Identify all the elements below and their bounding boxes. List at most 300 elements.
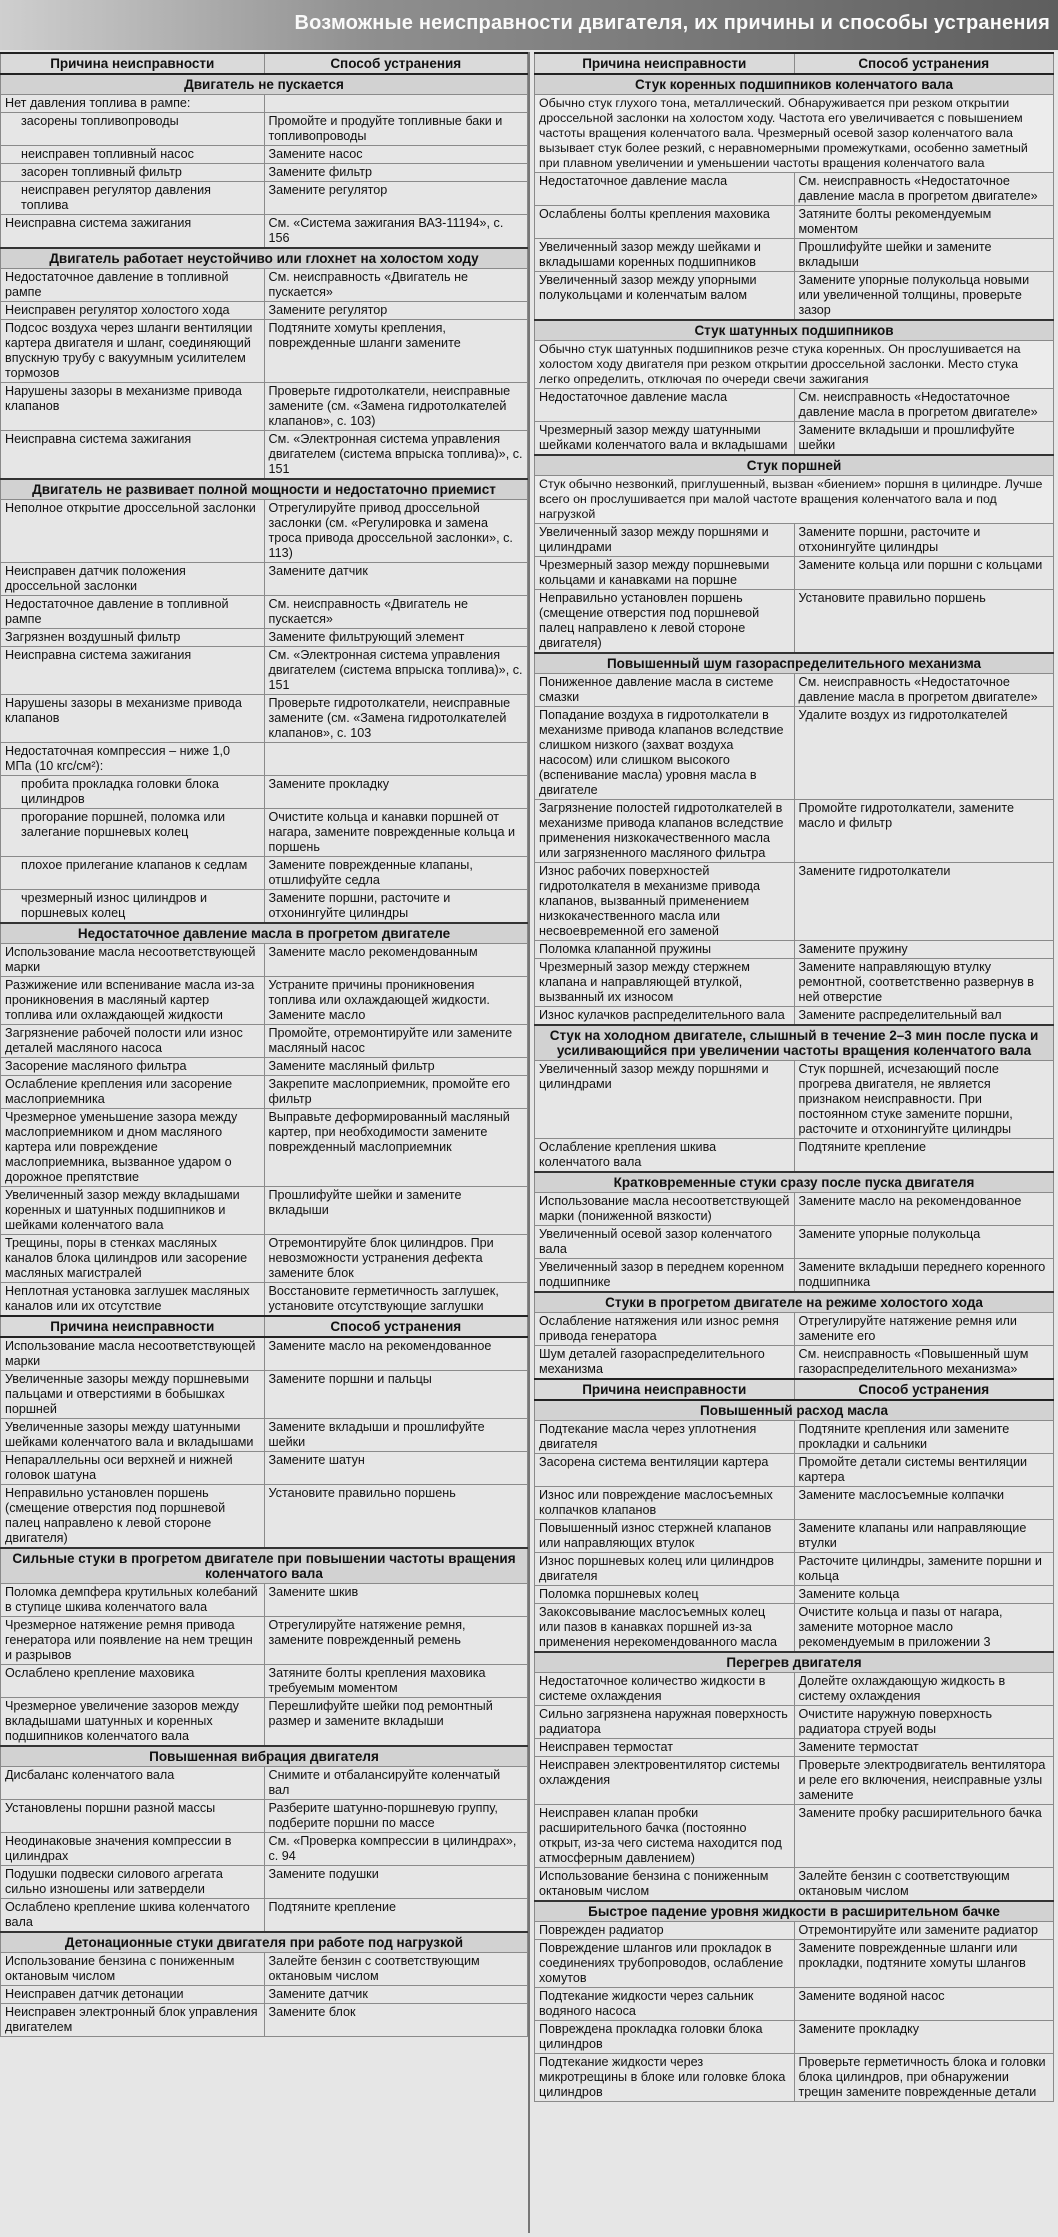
fault-cause: Неисправен регулятор холостого хода	[1, 302, 265, 320]
fault-remedy: Подтяните крепление	[264, 1899, 528, 1933]
fault-row	[535, 557, 1054, 590]
fault-remedy: Замените регулятор	[264, 182, 528, 215]
fault-cause: Шум деталей газораспределительного механизма	[535, 1346, 795, 1380]
fault-cause: Попадание воздуха в гидротолкатели в механизме привода клапанов вследствие слишком низкого (захват воздуха насосом) или слишком высокого (вспенивание масла) уровня масла в двигателе	[535, 707, 795, 800]
page-title: Возможные неисправности двигателя, их причины и способы устранения	[294, 12, 1050, 34]
fault-cause: Увеличенные зазоры между шатунными шейками коленчатого вала и вкладышами	[1, 1419, 265, 1452]
fault-remedy: Замените фильтрующий элемент	[264, 629, 528, 647]
fault-row	[535, 1868, 1054, 1902]
fault-row	[1, 1058, 528, 1076]
fault-cause: Засорена система вентиляции картера	[535, 1454, 795, 1487]
fault-remedy: Промойте детали системы вентиляции картера	[794, 1454, 1054, 1487]
fault-cause: Загрязнение рабочей полости или износ деталей масляного насоса	[1, 1025, 265, 1058]
fault-row	[1, 1187, 528, 1235]
right-column	[534, 52, 1054, 2233]
fault-cause: Повышенный износ стержней клапанов или направляющих втулок	[535, 1520, 795, 1553]
fault-cause: Дисбаланс коленчатого вала	[1, 1767, 265, 1800]
fault-cause: Износ или повреждение маслосъемных колпачков клапанов	[535, 1487, 795, 1520]
section-title: Повышенный расход масла	[535, 1400, 1054, 1421]
fault-cause: Закоксовывание маслосъемных колец или пазов в канавках поршней из-за применения нерекомендованного масла	[535, 1604, 795, 1653]
fault-cause: Использование бензина с пониженным октановым числом	[1, 1953, 265, 1986]
section-row	[1, 1746, 528, 1767]
fault-cause: Использование бензина с пониженным октановым числом	[535, 1868, 795, 1902]
fault-remedy: Прошлифуйте шейки и замените вкладыши	[794, 239, 1054, 272]
fault-cause: Неодинаковые значения компрессии в цилиндрах	[1, 1833, 265, 1866]
column-header-remedy: Способ устранения	[794, 1379, 1054, 1400]
fault-row	[535, 1706, 1054, 1739]
section-title: Двигатель работает неустойчиво или глохнет на холостом ходу	[1, 248, 528, 269]
section-title: Двигатель не пускается	[1, 74, 528, 95]
fault-cause: Пониженное давление масла в системе смазки	[535, 674, 795, 707]
column-header-row	[1, 1316, 528, 1337]
fault-cause: Недостаточное давление в топливной рампе	[1, 596, 265, 629]
fault-row	[535, 2021, 1054, 2054]
fault-remedy: Замените прокладку	[794, 2021, 1054, 2054]
column-header-remedy: Способ устранения	[264, 1316, 528, 1337]
fault-remedy: Проверьте гидротолкатели, неисправные замените (см. «Замена гидротолкателей клапанов», с. 103	[264, 695, 528, 743]
fault-remedy: Замените масло на рекомендованное	[794, 1193, 1054, 1226]
section-title: Стук поршней	[535, 455, 1054, 476]
column-header-remedy: Способ устранения	[794, 53, 1054, 74]
section-title: Стук шатунных подшипников	[535, 320, 1054, 341]
section-title: Сильные стуки в прогретом двигателе при повышении частоты вращения коленчатого вала	[1, 1548, 528, 1584]
fault-cause: Непараллельны оси верхней и нижней головок шатуна	[1, 1452, 265, 1485]
fault-cause: Увеличенный зазор между шейками и вкладышами коренных подшипников	[535, 239, 795, 272]
fault-row	[1, 1866, 528, 1899]
fault-row	[1, 1800, 528, 1833]
fault-cause: Подсос воздуха через шланги вентиляции картера двигателя и шланг, соединяющий впускную трубу с вакуумным усилителем тормозов	[1, 320, 265, 383]
fault-row	[535, 707, 1054, 800]
fault-remedy: Замените прокладку	[264, 776, 528, 809]
fault-row	[535, 1346, 1054, 1380]
fault-row	[535, 272, 1054, 321]
fault-cause: Неисправен электронный блок управления двигателем	[1, 2004, 265, 2037]
fault-remedy: Закрепите маслоприемник, промойте его фильтр	[264, 1076, 528, 1109]
fault-cause: Недостаточное количество жидкости в системе охлаждения	[535, 1673, 795, 1706]
fault-cause: Ослаблено крепление маховика	[1, 1665, 265, 1698]
fault-cause: Повреждение шлангов или прокладок в соединениях трубопроводов, ослабление хомутов	[535, 1940, 795, 1988]
fault-remedy: Промойте и продуйте топливные баки и топливопроводы	[264, 113, 528, 146]
fault-cause: Увеличенный зазор между вкладышами коренных и шатунных подшипников и шейками коленчатого вала	[1, 1187, 265, 1235]
fault-row	[535, 1586, 1054, 1604]
fault-row	[1, 1899, 528, 1933]
fault-row	[535, 1520, 1054, 1553]
fault-remedy: Отрегулируйте натяжение ремня или замените его	[794, 1313, 1054, 1346]
fault-cause: Недостаточное давление в топливной рампе	[1, 269, 265, 302]
fault-row	[535, 173, 1054, 206]
column-header-row	[535, 1379, 1054, 1400]
fault-row	[535, 2054, 1054, 2102]
fault-cause: Использование масла несоответствующей марки (пониженной вязкости)	[535, 1193, 795, 1226]
fault-row	[1, 890, 528, 924]
fault-remedy: Замените кольца или поршни с кольцами	[794, 557, 1054, 590]
fault-remedy: Замените блок	[264, 2004, 528, 2037]
fault-row	[1, 944, 528, 977]
section-title: Перегрев двигателя	[535, 1652, 1054, 1673]
section-row	[535, 1172, 1054, 1193]
fault-cause: Увеличенный осевой зазор коленчатого вала	[535, 1226, 795, 1259]
fault-remedy: Подтяните хомуты крепления, поврежденные шланги замените	[264, 320, 528, 383]
section-description: Стук обычно незвонкий, приглушенный, вызван «биением» поршня в цилиндре. Лучше всего он прослушивается при малой частоте вращения коленчатого вала и под нагрузкой	[535, 476, 1054, 524]
fault-cause: Неправильно установлен поршень (смещение отверстия под поршневой палец направлено к левой стороне двигателя)	[1, 1485, 265, 1549]
fault-remedy: Прошлифуйте шейки и замените вкладыши	[264, 1187, 528, 1235]
section-row	[535, 1292, 1054, 1313]
description-row	[535, 341, 1054, 389]
section-row	[1, 1548, 528, 1584]
fault-row	[535, 239, 1054, 272]
group-empty-cell	[264, 743, 528, 776]
fault-cause: Использование масла несоответствующей марки	[1, 944, 265, 977]
section-title: Стук коренных подшипников коленчатого вала	[535, 74, 1054, 95]
fault-remedy: Замените водяной насос	[794, 1988, 1054, 2021]
fault-cause: Неисправен термостат	[535, 1739, 795, 1757]
fault-row	[535, 863, 1054, 941]
fault-cause: Недостаточное давление масла	[535, 173, 795, 206]
fault-remedy: Замените клапаны или направляющие втулки	[794, 1520, 1054, 1553]
section-description: Обычно стук шатунных подшипников резче стука коренных. Он прослушивается на холостом ходу двигателя при резком открытии дроссельной заслонки. Место стука легко определить, отключая по очереди свечи зажигания	[535, 341, 1054, 389]
fault-row	[535, 1673, 1054, 1706]
fault-row	[1, 1665, 528, 1698]
fault-remedy: Замените поршни и пальцы	[264, 1371, 528, 1419]
fault-remedy: Проверьте гидротолкатели, неисправные замените (см. «Замена гидротолкателей клапанов», с. 103)	[264, 383, 528, 431]
fault-cause: Ослабление крепления шкива коленчатого вала	[535, 1139, 795, 1173]
fault-row	[535, 1139, 1054, 1173]
fault-remedy: Замените датчик	[264, 1986, 528, 2004]
title-banner	[0, 0, 1058, 50]
fault-cause: Ослабление крепления или засорение маслоприемника	[1, 1076, 265, 1109]
fault-cause: Поломка поршневых колец	[535, 1586, 795, 1604]
fault-cause: Подтекание масла через уплотнения двигателя	[535, 1421, 795, 1454]
fault-remedy: Замените пружину	[794, 941, 1054, 959]
fault-cause: чрезмерный износ цилиндров и поршневых колец	[1, 890, 265, 924]
fault-row	[535, 1940, 1054, 1988]
fault-cause: Неправильно установлен поршень (смещение отверстия под поршневой палец направлено к левой стороне двигателя)	[535, 590, 795, 654]
section-title: Стуки в прогретом двигателе на режиме холостого хода	[535, 1292, 1054, 1313]
fault-remedy: Удалите воздух из гидротолкателей	[794, 707, 1054, 800]
fault-remedy: Замените насос	[264, 146, 528, 164]
fault-row	[1, 1953, 528, 1986]
fault-cause: Ослаблено крепление шкива коленчатого вала	[1, 1899, 265, 1933]
fault-cause: Неисправен датчик положения дроссельной заслонки	[1, 563, 265, 596]
group-label: Нет давления топлива в рампе:	[1, 95, 265, 113]
fault-cause: неисправен топливный насос	[1, 146, 265, 164]
fault-row	[535, 674, 1054, 707]
fault-remedy: Перешлифуйте шейки под ремонтный размер и замените вкладыши	[264, 1698, 528, 1747]
fault-remedy: Затяните болты крепления маховика требуемым моментом	[264, 1665, 528, 1698]
fault-row	[1, 320, 528, 383]
fault-remedy: Отрегулируйте привод дроссельной заслонки (см. «Регулировка и замена троса привода дроссельной заслонки», с. 113)	[264, 500, 528, 563]
section-title: Повышенная вибрация двигателя	[1, 1746, 528, 1767]
fault-row	[1, 431, 528, 480]
fault-cause: Неисправен электровентилятор системы охлаждения	[535, 1757, 795, 1805]
fault-cause: Износ кулачков распределительного вала	[535, 1007, 795, 1026]
fault-row	[1, 857, 528, 890]
section-row	[1, 74, 528, 95]
fault-cause: Недостаточное давление масла	[535, 389, 795, 422]
fault-row	[1, 1584, 528, 1617]
fault-cause: Подтекание жидкости через сальник водяного насоса	[535, 1988, 795, 2021]
fault-remedy: Подтяните крепление	[794, 1139, 1054, 1173]
fault-row	[1, 1371, 528, 1419]
fault-row	[1, 1025, 528, 1058]
fault-cause: пробита прокладка головки блока цилиндров	[1, 776, 265, 809]
section-row	[535, 74, 1054, 95]
fault-remedy: Замените гидротолкатели	[794, 863, 1054, 941]
fault-cause: Трещины, поры в стенках масляных каналов блока цилиндров или засорение масляных магистралей	[1, 1235, 265, 1283]
fault-cause: Неисправен датчик детонации	[1, 1986, 265, 2004]
fault-remedy: Установите правильно поршень	[264, 1485, 528, 1549]
right-fault-table	[534, 52, 1054, 2102]
fault-cause: Разжижение или вспенивание масла из-за проникновения в масляный картер топлива или охлаждающей жидкости	[1, 977, 265, 1025]
fault-row	[535, 1553, 1054, 1586]
fault-cause: Неполное открытие дроссельной заслонки	[1, 500, 265, 563]
fault-row	[535, 1988, 1054, 2021]
fault-cause: Нарушены зазоры в механизме привода клапанов	[1, 695, 265, 743]
fault-row	[1, 383, 528, 431]
fault-remedy: Замените поврежденные шланги или прокладки, подтяните хомуты шлангов	[794, 1940, 1054, 1988]
fault-remedy: См. «Проверка компрессии в цилиндрах», с. 94	[264, 1833, 528, 1866]
fault-cause: Загрязнение полостей гидротолкателей в механизме привода клапанов вследствие применения низкокачественного масла или загрязненного масляного фильтра	[535, 800, 795, 863]
fault-row	[1, 1833, 528, 1866]
fault-cause: Поврежден радиатор	[535, 1922, 795, 1940]
section-row	[535, 653, 1054, 674]
fault-remedy: Снимите и отбалансируйте коленчатый вал	[264, 1767, 528, 1800]
fault-remedy: Восстановите герметичность заглушек, установите отсутствующие заглушки	[264, 1283, 528, 1317]
fault-row	[1, 164, 528, 182]
fault-remedy: Отремонтируйте или замените радиатор	[794, 1922, 1054, 1940]
fault-cause: Сильно загрязнена наружная поверхность радиатора	[535, 1706, 795, 1739]
fault-row	[1, 1283, 528, 1317]
fault-row	[535, 1487, 1054, 1520]
section-row	[535, 1901, 1054, 1922]
fault-row	[1, 269, 528, 302]
fault-remedy: Замените фильтр	[264, 164, 528, 182]
fault-cause: Чрезмерное увеличение зазоров между вкладышами шатунных и коренных подшипников коленчатого вала	[1, 1698, 265, 1747]
fault-row	[535, 422, 1054, 456]
fault-row	[535, 1061, 1054, 1139]
fault-remedy: Замените маслосъемные колпачки	[794, 1487, 1054, 1520]
left-column	[0, 52, 530, 2233]
section-row	[1, 248, 528, 269]
fault-cause: Чрезмерный зазор между стержнем клапана и направляющей втулкой, вызванный их износом	[535, 959, 795, 1007]
left-fault-table	[0, 52, 528, 2037]
fault-cause: Загрязнен воздушный фильтр	[1, 629, 265, 647]
section-row	[535, 1400, 1054, 1421]
section-description: Обычно стук глухого тона, металлический. Обнаруживается при резком открытии дроссельной заслонки на холостом ходу. Частота его увеличивается с повышением частоты вращения коленчатого вала. Чрезмерный осевой зазор коленчатого вала вызывает стук более резкий, с неравномерными промежутками, особенно заметный при плавном увеличении и уменьшении частоты вращения коленчатого вала	[535, 95, 1054, 173]
fault-remedy: Промойте гидротолкатели, замените масло и фильтр	[794, 800, 1054, 863]
fault-row	[1, 1337, 528, 1371]
fault-remedy: Выправьте деформированный масляный картер, при необходимости замените поврежденный маслоприемник	[264, 1109, 528, 1187]
section-title: Стук на холодном двигателе, слышный в течение 2–3 мин после пуска и усиливающийся при увеличении частоты вращения коленчатого вала	[535, 1025, 1054, 1061]
fault-cause: Увеличенный зазор между упорными полукольцами и коленчатым валом	[535, 272, 795, 321]
section-row	[1, 1932, 528, 1953]
fault-remedy: Замените шкив	[264, 1584, 528, 1617]
fault-row	[1, 776, 528, 809]
fault-row	[535, 1007, 1054, 1026]
fault-row	[535, 959, 1054, 1007]
description-row	[535, 476, 1054, 524]
fault-cause: Чрезмерный зазор между шатунными шейками коленчатого вала и вкладышами	[535, 422, 795, 456]
fault-remedy: Замените масляный фильтр	[264, 1058, 528, 1076]
fault-row	[535, 206, 1054, 239]
fault-row	[1, 1452, 528, 1485]
fault-row	[535, 941, 1054, 959]
fault-remedy: Очистите кольца и пазы от нагара, замените моторное масло рекомендуемым в приложении 3	[794, 1604, 1054, 1653]
fault-remedy: См. неисправность «Недостаточное давление масла в прогретом двигателе»	[794, 389, 1054, 422]
fault-cause: Засорение масляного фильтра	[1, 1058, 265, 1076]
fault-cause: Увеличенные зазоры между поршневыми пальцами и отверстиями в бобышках поршней	[1, 1371, 265, 1419]
fault-remedy: Проверьте электродвигатель вентилятора и реле его включения, неисправные узлы замените	[794, 1757, 1054, 1805]
fault-remedy: Промойте, отремонтируйте или замените масляный насос	[264, 1025, 528, 1058]
section-row	[1, 923, 528, 944]
fault-cause: Неисправна система зажигания	[1, 647, 265, 695]
fault-cause: Увеличенный зазор в переднем коренном подшипнике	[535, 1259, 795, 1293]
fault-row	[1, 1767, 528, 1800]
fault-remedy: Залейте бензин с соответствующим октановым числом	[264, 1953, 528, 1986]
fault-remedy: Замените масло на рекомендованное	[264, 1337, 528, 1371]
fault-remedy: Стук поршней, исчезающий после прогрева двигателя, не является признаком неисправности. При постоянном стуке замените поршни, расточите и отхонингуйте цилиндры	[794, 1061, 1054, 1139]
fault-remedy: См. «Электронная система управления двигателем (система впрыска топлива)», с. 151	[264, 647, 528, 695]
fault-row	[1, 500, 528, 563]
fault-cause: Неисправна система зажигания	[1, 431, 265, 480]
fault-remedy: Проверьте герметичность блока и головки блока цилиндров, при обнаружении трещин замените поврежденные детали	[794, 2054, 1054, 2102]
fault-cause: Чрезмерное натяжение ремня привода генератора или появление на нем трещин и разрывов	[1, 1617, 265, 1665]
fault-remedy: Замените датчик	[264, 563, 528, 596]
fault-cause: Чрезмерное уменьшение зазора между маслоприемником и дном масляного картера или повреждение маслоприемника, вызванное ударом о дорожное препятствие	[1, 1109, 265, 1187]
fault-row	[535, 389, 1054, 422]
section-row	[535, 455, 1054, 476]
fault-remedy: Замените упорные полукольца новыми или увеличенной толщины, проверьте зазор	[794, 272, 1054, 321]
fault-remedy: Замените пробку расширительного бачка	[794, 1805, 1054, 1868]
fault-row	[1, 1076, 528, 1109]
fault-row	[1, 647, 528, 695]
section-row	[535, 1652, 1054, 1673]
fault-row	[1, 695, 528, 743]
group-empty-cell	[264, 95, 528, 113]
fault-row	[535, 590, 1054, 654]
fault-row	[535, 524, 1054, 557]
fault-row	[1, 1986, 528, 2004]
fault-remedy: Устраните причины проникновения топлива или охлаждающей жидкости. Замените масло	[264, 977, 528, 1025]
fault-cause: Неисправна система зажигания	[1, 215, 265, 249]
fault-remedy: Замените вкладыши переднего коренного подшипника	[794, 1259, 1054, 1293]
group-row	[1, 743, 528, 776]
fault-cause: Ослаблены болты крепления маховика	[535, 206, 795, 239]
fault-remedy: Замените распределительный вал	[794, 1007, 1054, 1026]
section-title: Кратковременные стуки сразу после пуска двигателя	[535, 1172, 1054, 1193]
fault-remedy: Установите правильно поршень	[794, 590, 1054, 654]
fault-row	[535, 1226, 1054, 1259]
fault-row	[535, 1421, 1054, 1454]
fault-row	[1, 1485, 528, 1549]
fault-cause: Неплотная установка заглушек масляных каналов или их отсутствие	[1, 1283, 265, 1317]
section-title: Детонационные стуки двигателя при работе под нагрузкой	[1, 1932, 528, 1953]
column-header-row	[1, 53, 528, 74]
section-title: Повышенный шум газораспределительного механизма	[535, 653, 1054, 674]
fault-row	[535, 1259, 1054, 1293]
fault-row	[535, 1757, 1054, 1805]
fault-cause: Неисправен клапан пробки расширительного бачка (постоянно открыт, из-за чего система находится под атмосферным давлением)	[535, 1805, 795, 1868]
fault-remedy: Разберите шатунно-поршневую группу, подберите поршни по массе	[264, 1800, 528, 1833]
fault-remedy: Очистите наружную поверхность радиатора струей воды	[794, 1706, 1054, 1739]
fault-cause: Установлены поршни разной массы	[1, 1800, 265, 1833]
fault-cause: Увеличенный зазор между поршнями и цилиндрами	[535, 524, 795, 557]
fault-row	[1, 1698, 528, 1747]
fault-remedy: См. неисправность «Двигатель не пускается»	[264, 596, 528, 629]
fault-cause: Подушки подвески силового агрегата сильно изношены или затвердели	[1, 1866, 265, 1899]
column-header-row	[535, 53, 1054, 74]
fault-remedy: Расточите цилиндры, замените поршни и кольца	[794, 1553, 1054, 1586]
fault-row	[535, 1313, 1054, 1346]
fault-row	[1, 146, 528, 164]
fault-cause: Увеличенный зазор между поршнями и цилиндрами	[535, 1061, 795, 1139]
fault-cause: прогорание поршней, поломка или залегание поршневых колец	[1, 809, 265, 857]
fault-remedy: Замените вкладыши и прошлифуйте шейки	[264, 1419, 528, 1452]
fault-remedy: См. неисправность «Двигатель не пускается»	[264, 269, 528, 302]
fault-row	[535, 1454, 1054, 1487]
fault-remedy: Замените регулятор	[264, 302, 528, 320]
fault-cause: Чрезмерный зазор между поршневыми кольцами и канавками на поршне	[535, 557, 795, 590]
fault-remedy: Замените поврежденные клапаны, отшлифуйте седла	[264, 857, 528, 890]
fault-cause: Износ рабочих поверхностей гидротолкателя в механизме привода клапанов, вызванный применением низкокачественного масла или несвоевременной его заменой	[535, 863, 795, 941]
fault-remedy: См. неисправность «Недостаточное давление масла в прогретом двигателе»	[794, 173, 1054, 206]
fault-remedy: Замените направляющую втулку ремонтной, соответственно развернув в ней отверстие	[794, 959, 1054, 1007]
section-row	[535, 1025, 1054, 1061]
group-row	[1, 95, 528, 113]
fault-row	[1, 596, 528, 629]
fault-remedy: См. неисправность «Повышенный шум газораспределительного механизма»	[794, 1346, 1054, 1380]
fault-row	[1, 215, 528, 249]
fault-row	[535, 1604, 1054, 1653]
fault-remedy: Затяните болты рекомендуемым моментом	[794, 206, 1054, 239]
fault-row	[1, 1617, 528, 1665]
fault-cause: Поломка клапанной пружины	[535, 941, 795, 959]
fault-remedy: Замените вкладыши и прошлифуйте шейки	[794, 422, 1054, 456]
fault-row	[1, 302, 528, 320]
fault-row	[535, 800, 1054, 863]
fault-remedy: См. «Система зажигания ВАЗ-11194», с. 156	[264, 215, 528, 249]
fault-row	[1, 629, 528, 647]
fault-row	[535, 1805, 1054, 1868]
fault-cause: Подтекание жидкости через микротрещины в блоке или головке блока цилиндров	[535, 2054, 795, 2102]
fault-row	[1, 809, 528, 857]
fault-remedy: Отремонтируйте блок цилиндров. При невозможности устранения дефекта замените блок	[264, 1235, 528, 1283]
fault-row	[535, 1922, 1054, 1940]
fault-cause: Ослабление натяжения или износ ремня привода генератора	[535, 1313, 795, 1346]
fault-cause: плохое прилегание клапанов к седлам	[1, 857, 265, 890]
section-title: Быстрое падение уровня жидкости в расширительном бачке	[535, 1901, 1054, 1922]
fault-remedy: Подтяните крепления или замените прокладки и сальники	[794, 1421, 1054, 1454]
fault-row	[1, 1419, 528, 1452]
fault-remedy: См. неисправность «Недостаточное давление масла в прогретом двигателе»	[794, 674, 1054, 707]
fault-cause: засорены топливопроводы	[1, 113, 265, 146]
fault-remedy: См. «Электронная система управления двигателем (система впрыска топлива)», с. 151	[264, 431, 528, 480]
fault-row	[1, 1109, 528, 1187]
column-header-cause: Причина неисправности	[535, 53, 795, 74]
fault-cause: Использование масла несоответствующей марки	[1, 1337, 265, 1371]
fault-row	[1, 2004, 528, 2037]
fault-row	[1, 563, 528, 596]
fault-row	[1, 182, 528, 215]
fault-cause: Повреждена прокладка головки блока цилиндров	[535, 2021, 795, 2054]
section-row	[1, 479, 528, 500]
fault-remedy: Замените масло рекомендованным	[264, 944, 528, 977]
fault-cause: Поломка демпфера крутильных колебаний в ступице шкива коленчатого вала	[1, 1584, 265, 1617]
fault-row	[1, 977, 528, 1025]
section-title: Двигатель не развивает полной мощности и недостаточно приемист	[1, 479, 528, 500]
description-row	[535, 95, 1054, 173]
fault-remedy: Замените упорные полукольца	[794, 1226, 1054, 1259]
